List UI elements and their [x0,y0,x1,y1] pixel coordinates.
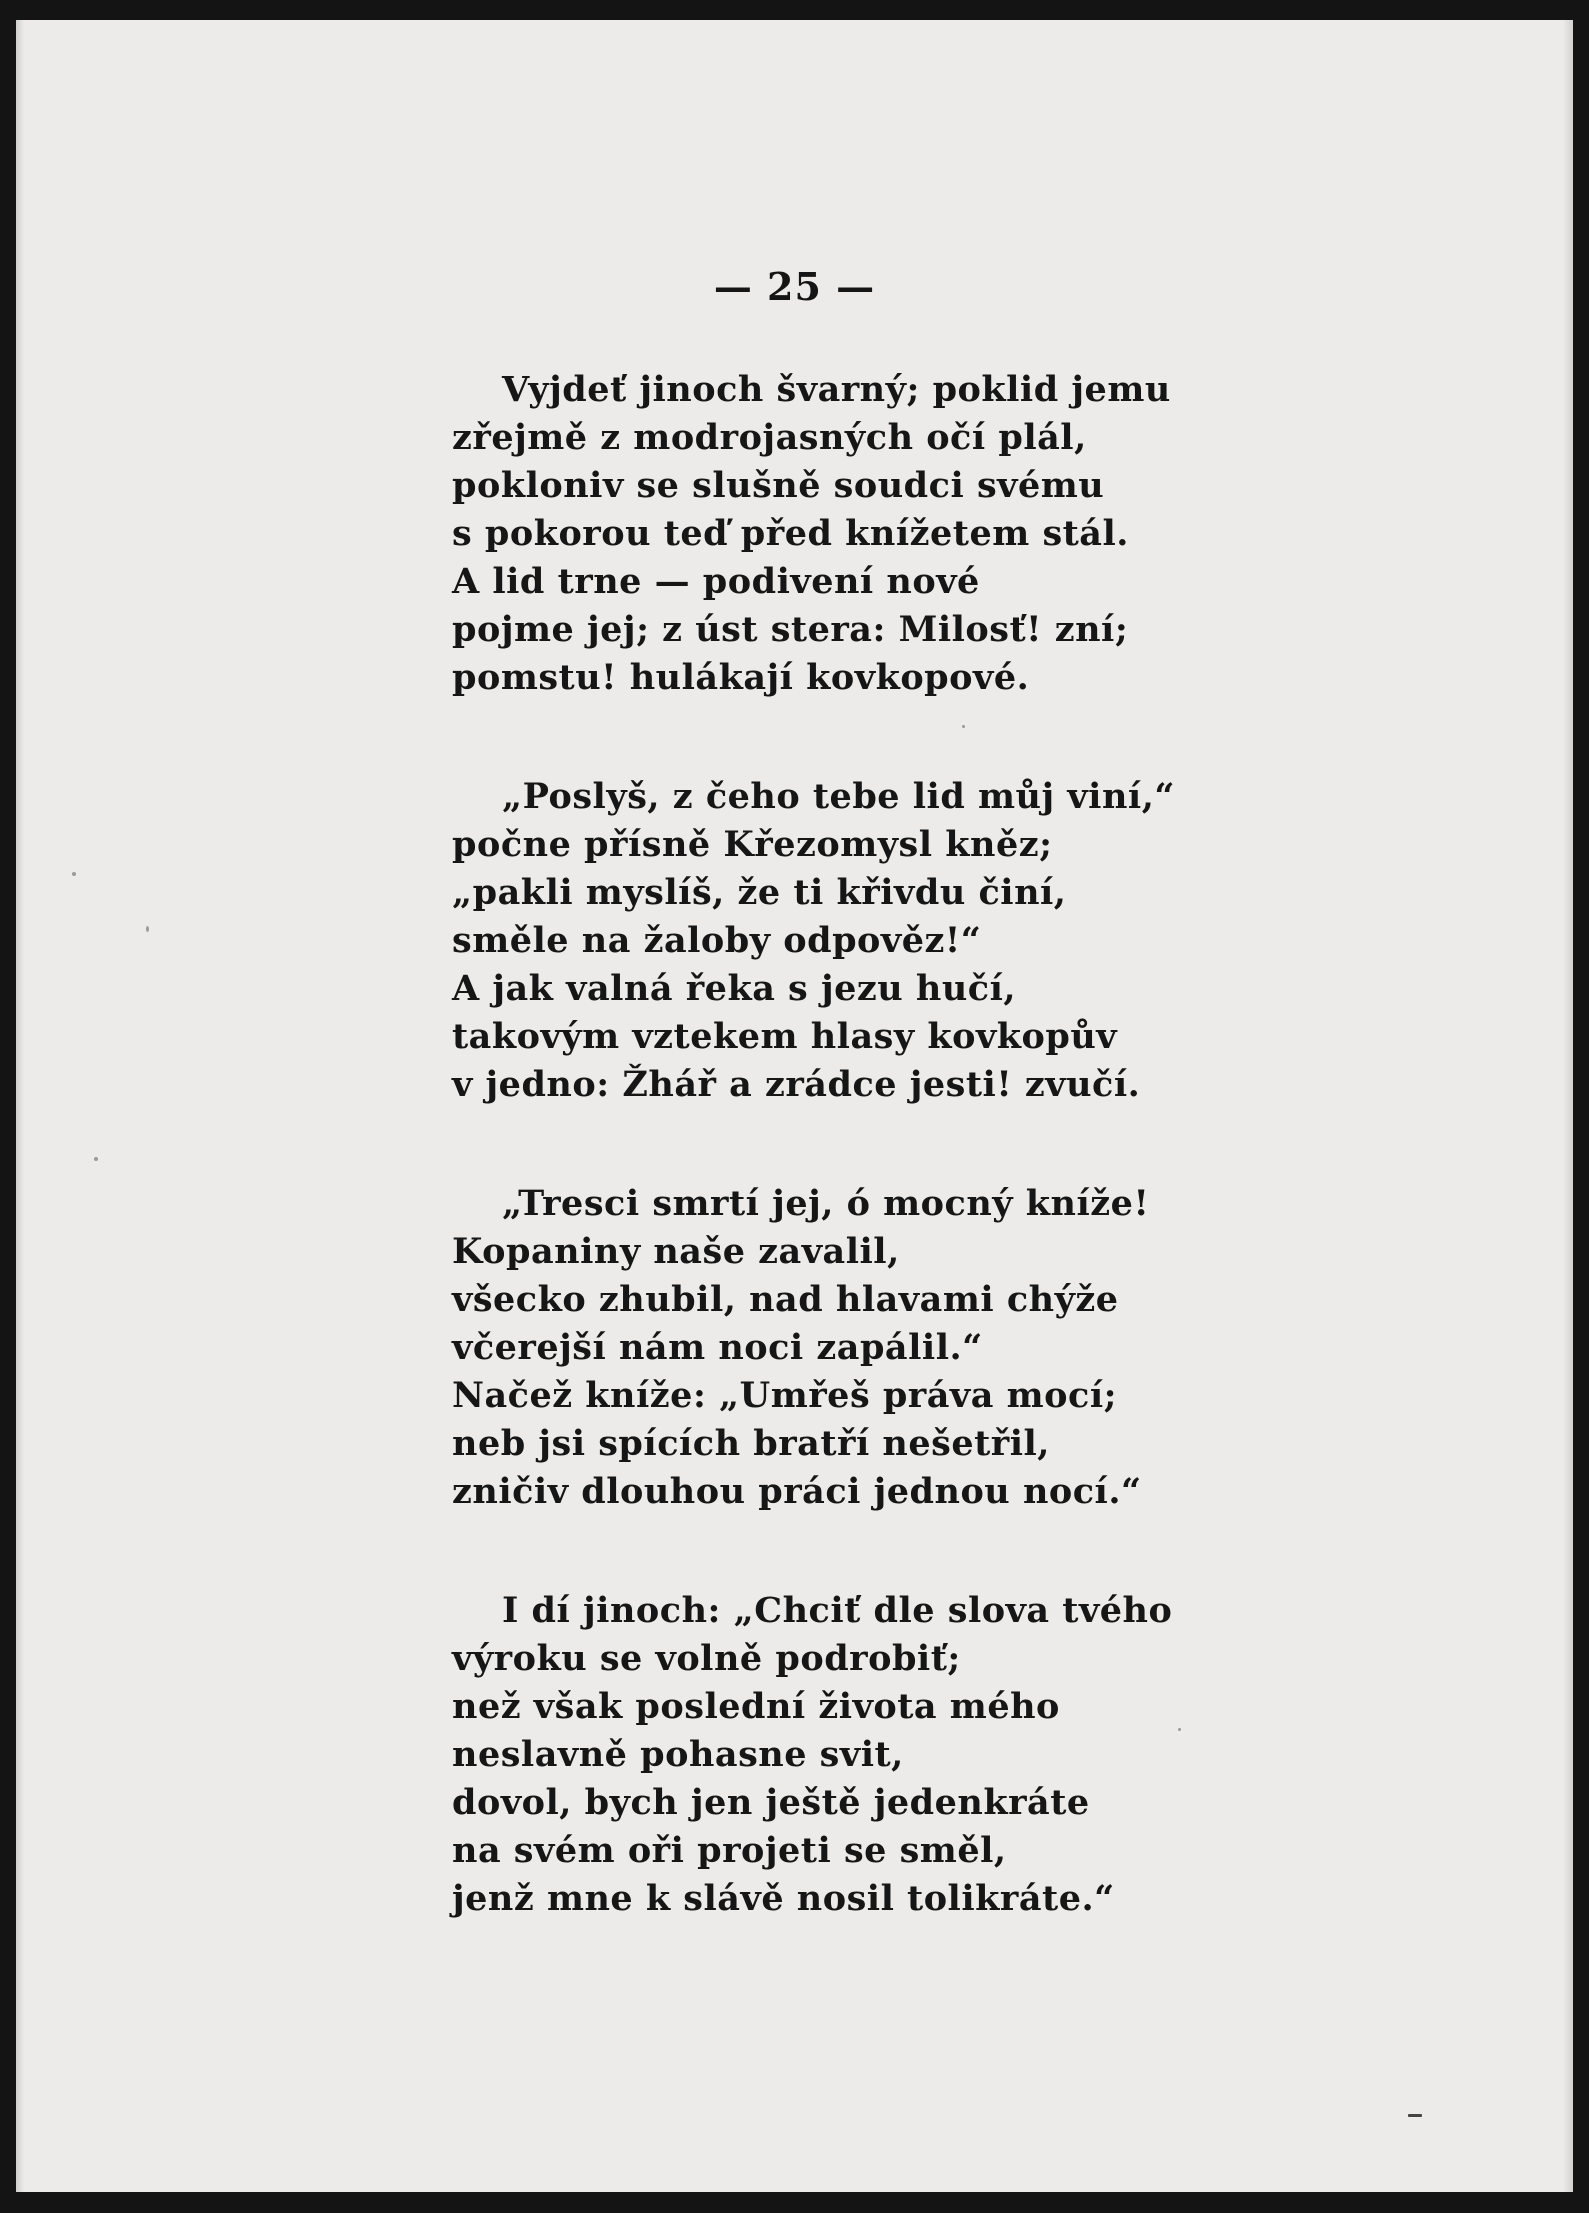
verse-line: dovol, bych jen ještě jedenkráte [452,1782,1090,1823]
dust-mark [1408,2114,1422,2117]
verse-line: všecko zhubil, nad hlavami chýže [452,1279,1119,1320]
verse-line: počne přísně Křezomysl kněz; [452,824,1053,865]
verse-line: takovým vztekem hlasy kovkopův [452,1016,1118,1057]
stanza-2 [452,773,1452,1109]
stanza-4 [452,1587,1452,1923]
verse-line: výroku se volně podrobiť; [452,1638,961,1679]
paper-shadow-right [1563,20,1573,2192]
dust-speck [146,926,149,932]
paper-shadow-left [16,20,24,2192]
verse-line: Kopaniny naše zavalil, [452,1231,900,1272]
verse-line: neb jsi spících bratří nešetřil, [452,1423,1050,1464]
verse-line: pomstu! hulákají kovkopové. [452,657,1030,698]
verse-line: „Tresci smrtí jej, ó mocný kníže! [502,1183,1150,1224]
paper-sheet [16,20,1573,2192]
dust-speck [94,1157,98,1161]
verse-line: Vyjdeť jinoch švarný; poklid jemu [502,369,1171,410]
verse-line: I dí jinoch: „Chciť dle slova tvého [502,1590,1173,1631]
page-number: — 25 — [713,264,876,309]
verse-line: včerejší nám noci zapálil.“ [452,1327,983,1368]
verse-line: jenž mne k slávě nosil tolikráte.“ [452,1878,1115,1919]
verse-line: „pakli myslíš, že ti křivdu činí, [452,872,1067,913]
poem-text [452,366,1452,1923]
verse-line: Načež kníže: „Umřeš práva mocí; [452,1375,1118,1416]
verse-line: v jedno: Žhář a zrádce jesti! zvučí. [452,1064,1141,1105]
verse-line: A jak valná řeka s jezu hučí, [452,968,1017,1009]
stanza-1 [452,366,1452,702]
verse-line: neslavně pohasne svit, [452,1734,904,1775]
verse-line: pojme jej; z úst stera: Milosť! zní; [452,609,1129,650]
verse-line: s pokorou teď před knížetem stál. [452,513,1129,554]
verse-line: zničiv dlouhou práci jednou nocí.“ [452,1471,1142,1512]
verse-line: pokloniv se slušně soudci svému [452,465,1105,506]
verse-line: „Poslyš, z čeho tebe lid můj viní,“ [502,776,1176,817]
verse-line: na svém oři projeti se směl, [452,1830,1007,1871]
verse-line: než však poslední života mého [452,1686,1060,1727]
verse-line: zřejmě z modrojasných očí plál, [452,417,1087,458]
stanza-3 [452,1180,1452,1516]
verse-line: A lid trne — podivení nové [452,561,980,602]
dust-speck [72,872,76,876]
verse-line: směle na žaloby odpověz!“ [452,920,982,961]
